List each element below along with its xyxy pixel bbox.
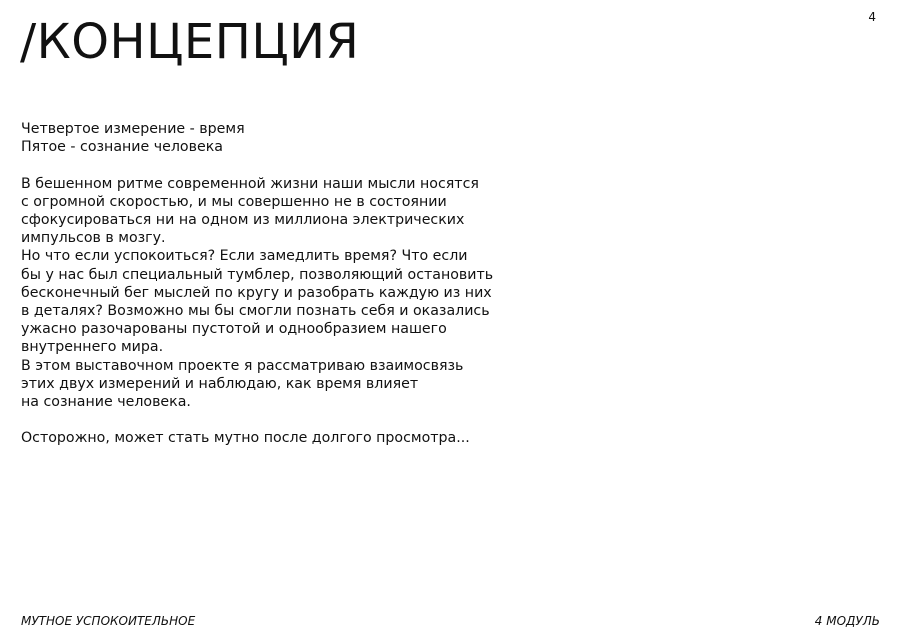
paragraph-gap (21, 156, 541, 174)
main-text-line: Но что если успокоиться? Если замедлить время? Что если (21, 248, 468, 265)
main-text-line: внутреннего мира. (21, 339, 164, 356)
paragraph-gap (21, 411, 541, 429)
intro-line-1: Четвертое измерение - время (21, 121, 245, 137)
main-text-line: импульсов в мозгу. (21, 230, 166, 247)
main-text-line: В бешенном ритме современной жизни наши мысли носятся (21, 175, 479, 192)
main-text-line: этих двух измерений и наблюдаю, как время влияет (21, 375, 419, 392)
concept-text (21, 120, 541, 448)
main-text-line: ужасно разочарованы пустотой и однообразием нашего (21, 321, 447, 338)
page-title: /КОНЦЕПЦИЯ (20, 14, 360, 70)
page-number: 4 (868, 10, 876, 24)
intro-line-2: Пятое - сознание человека (21, 139, 223, 156)
closing-line: Осторожно, может стать мутно после долгого просмотра... (21, 430, 470, 447)
footer-project-name: МУТНОЕ УСПОКОИТЕЛЬНОЕ (21, 614, 196, 628)
main-text-line: бесконечный бег мыслей по кругу и разобрать каждую из них (21, 284, 492, 301)
main-text-line: бы у нас был специальный тумблер, позволяющий остановить (21, 266, 494, 283)
main-text-line: сфокусироваться ни на одном из миллиона электрических (21, 212, 465, 228)
main-text-line: В этом выставочном проекте я рассматриваю взаимосвязь (21, 357, 464, 374)
main-text-line: на сознание человека. (21, 394, 191, 411)
main-text-line: с огромной скоростью, и мы совершенно не в состоянии (21, 193, 447, 210)
footer-module-label: 4 МОДУЛЬ (814, 614, 880, 628)
main-text-line: в деталях? Возможно мы бы смогли познать себя и оказались (21, 303, 490, 320)
